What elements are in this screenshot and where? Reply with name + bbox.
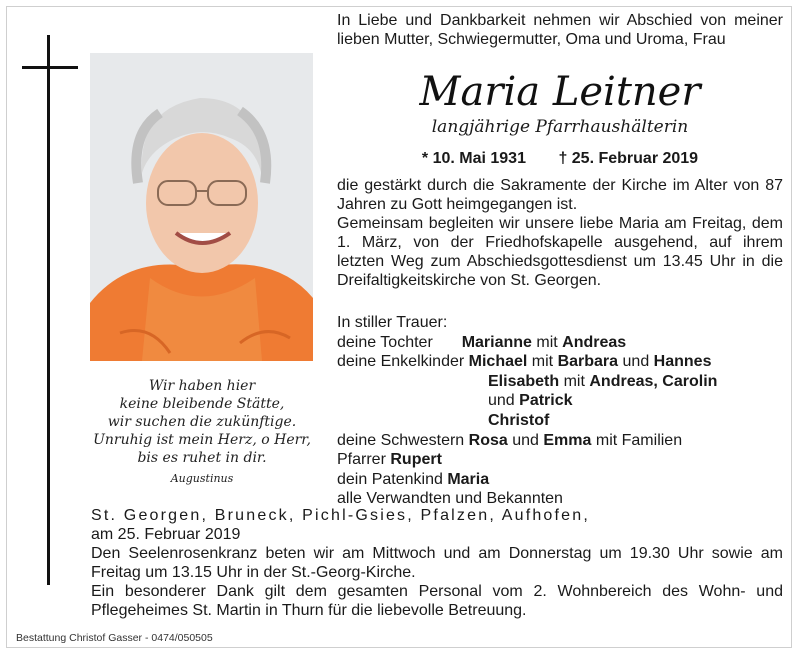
connector: und — [622, 353, 650, 371]
places-line: St. Georgen, Bruneck, Pichl-Gsies, Pfalzen, Aufhofen, — [91, 507, 591, 524]
birth-date: * 10. Mai 1931 — [421, 150, 526, 167]
mourner-row-daughter — [337, 333, 787, 353]
mourner-row-relatives: alle Verwandten und Bekannten — [337, 490, 563, 508]
body-paragraph: die gestärkt durch die Sakramente der Kirche im Alter von 87 Jahren zu Gott heimgegangen ist. — [337, 177, 783, 213]
closing-text — [91, 506, 783, 620]
mourner-name: Emma — [543, 431, 592, 449]
mourner-row-priest — [337, 450, 787, 470]
mourner-row-sisters — [337, 431, 787, 451]
mourner-row-godchild — [337, 470, 787, 490]
deceased-name: Maria Leitner — [419, 69, 701, 115]
verse-line: wir suchen die zukünftige. — [107, 414, 297, 430]
deceased-role: langjährige Pfarrhaushälterin — [431, 117, 689, 137]
mourner-label: deine Tochter — [337, 333, 433, 351]
mourners-heading: In stiller Trauer: — [337, 314, 448, 331]
verse-line: bis es ruhet in dir. — [137, 450, 267, 466]
mourner-name: Andreas — [562, 333, 627, 351]
portrait-photo — [90, 53, 313, 361]
mourner-row-grandchild — [337, 372, 787, 392]
mourner-row-grandchildren — [337, 352, 787, 372]
mourner-name: Christof — [488, 411, 550, 429]
verse — [92, 377, 312, 488]
intro-text: In Liebe und Dankbarkeit nehmen wir Abschied von meiner lieben Mutter, Schwiegermutter, Oma und Uroma, Frau — [337, 12, 783, 48]
verse-line: Wir haben hier — [148, 378, 256, 394]
mourner-label: deine Schwestern — [337, 431, 465, 449]
mourner-name: Maria — [447, 470, 490, 488]
mourner-row-grandchild — [337, 411, 787, 431]
life-dates — [337, 149, 783, 169]
mourner-name: Rosa — [468, 431, 508, 449]
cross-icon-vertical — [47, 35, 50, 585]
thanks-paragraph: Ein besonderer Dank gilt dem gesamten Personal vom 2. Wohnbereich des Wohn- und Pflegeheimes St. Martin in Thurn für die liebevolle Betreuung. — [91, 583, 783, 619]
body-paragraph: Gemeinsam begleiten wir unsere liebe Maria am Freitag, dem 1. März, von der Friedhofskapelle ausgehend, auf ihrem letzten Weg zum Abschiedsgottesdienst um 13.45 Uhr in die Dreifaltigkeitskirche von St. Georgen. — [337, 215, 783, 289]
connector: und — [512, 431, 539, 449]
mourner-name: Rupert — [390, 451, 442, 469]
connector: mit — [563, 372, 585, 390]
date-line: am 25. Februar 2019 — [91, 526, 241, 543]
mourner-row-grandchild — [337, 391, 787, 411]
cross-icon-horizontal — [22, 66, 78, 69]
funeral-home-footer: Bestattung Christof Gasser - 0474/050505 — [16, 632, 213, 644]
mourner-name: Michael — [468, 353, 528, 371]
death-date: † 25. Februar 2019 — [558, 150, 699, 167]
connector: mit — [536, 333, 558, 351]
mourner-label: Pfarrer — [337, 451, 386, 469]
mourner-label: deine Enkelkinder — [337, 353, 465, 371]
service-text — [337, 176, 783, 290]
mourner-name: Andreas, Carolin — [589, 372, 718, 390]
mourner-name: Hannes — [653, 353, 712, 371]
connector: und — [488, 392, 515, 410]
mourners-list — [337, 313, 787, 509]
mourner-name: Patrick — [519, 392, 573, 410]
mourner-name: Marianne — [461, 333, 532, 351]
mourner-name: Elisabeth — [488, 372, 560, 390]
mourner-name: Barbara — [557, 353, 619, 371]
verse-author: Augustinus — [170, 472, 234, 485]
mourner-label: dein Patenkind — [337, 470, 443, 488]
connector: mit Familien — [595, 431, 683, 449]
verse-line: keine bleibende Stätte, — [119, 396, 285, 412]
connector: mit — [531, 353, 554, 371]
portrait-illustration — [90, 53, 313, 361]
verse-line: Unruhig ist mein Herz, o Herr, — [93, 432, 311, 448]
rosary-paragraph: Den Seelenrosenkranz beten wir am Mittwoch und am Donnerstag um 19.30 Uhr sowie am Freitag um 13.15 Uhr in der St.-Georg-Kirche. — [91, 545, 783, 581]
